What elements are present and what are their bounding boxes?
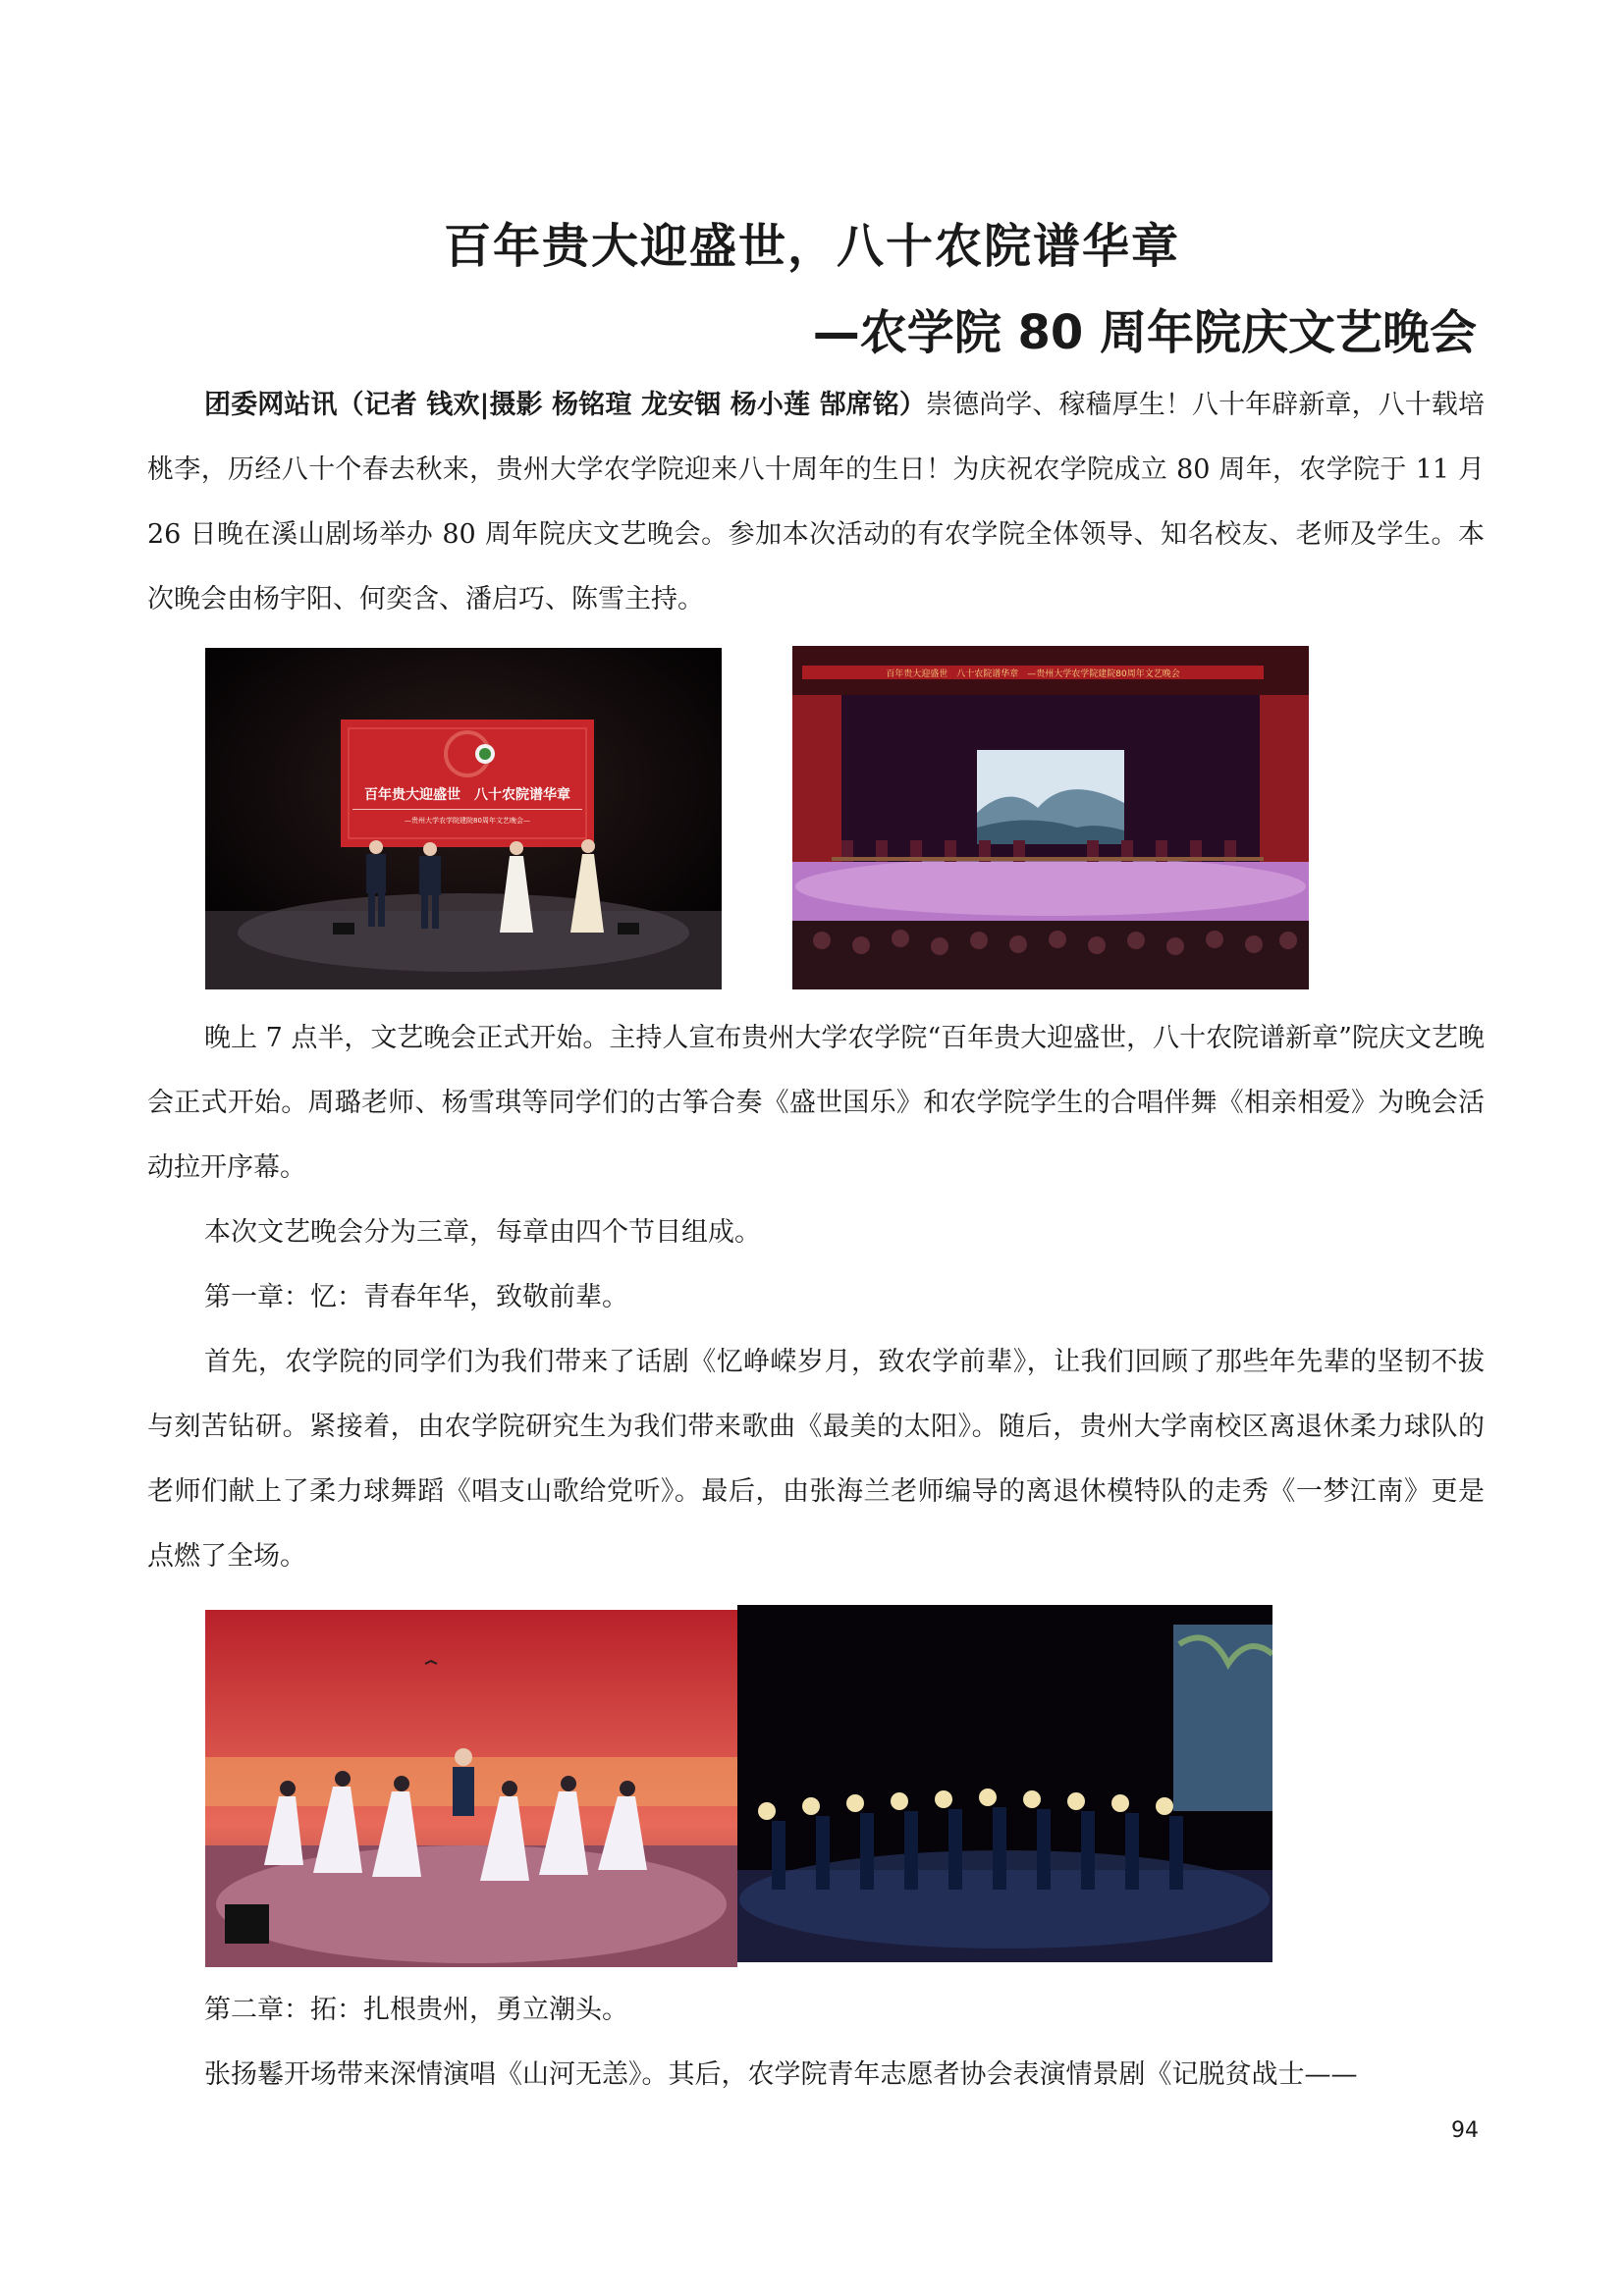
photo-guzheng-ensemble [792, 646, 1309, 989]
banner-text: 百年贵大迎盛世 八十农院谱华章 [364, 787, 570, 803]
article-title: 百年贵大迎盛世，八十农院谱华章 [443, 219, 1180, 274]
page-number: 94 [1451, 2118, 1479, 2143]
intro-paragraph [147, 373, 1485, 632]
chapter-one-heading: 第一章：忆：青春年华，致敬前辈。 [204, 1282, 628, 1312]
photo-white-dress-dance [205, 1610, 737, 1967]
photo-qipao-fan-dance [737, 1605, 1272, 1962]
paragraph-chapter-two: 张扬鬈开场带来深情演唱《山河无恙》。其后，农学院青年志愿者协会表演情景剧《记脱贫战士—— [204, 2059, 1358, 2090]
paragraph-opening: 晚上 7 点半，文艺晚会正式开始。主持人宣布贵州大学农学院“百年贵大迎盛世，八十农院谱新章”院庆文艺晚会正式开始。周璐老师、杨雪琪等同学们的古筝合奏《盛世国乐》和农学院学生的合唱伴舞《相亲相爱》为晚会活动拉开序幕。 [147, 1023, 1485, 1183]
byline: 团委网站讯（记者 钱欢|摄影 杨铭瑄 龙安铟 杨小莲 郜席铭） [204, 390, 926, 420]
paragraph-structure: 本次文艺晚会分为三章，每章由四个节目组成。 [204, 1217, 761, 1248]
photo-hosts-on-stage [205, 648, 722, 989]
chapter-two-heading: 第二章：拓：扎根贵州，勇立潮头。 [204, 1995, 628, 2025]
article-subtitle: —农学院 80 周年院庆文艺晚会 [812, 305, 1477, 360]
intro-text: 崇德尚学、稼穑厚生！八十年辟新章，八十载培桃李，历经八十个春去秋来，贵州大学农学院迎来八十周年的生日！为庆祝农学院成立 80 周年，农学院于 11 月 26 日晚在溪山剧场举办 80 周年院庆文艺晚会。参加本次活动的有农学院全体领导、知名校友、老师及学生。本次晚会由杨宇阳、何奕含、潘启巧、陈雪主持。 [147, 390, 1485, 614]
banner-text: 百年贵大迎盛世 八十农院谱华章 —贵州大学农学院建院80周年文艺晚会 [886, 669, 1180, 679]
banner-subtext: —贵州大学农学院建院80周年文艺晚会— [405, 817, 530, 825]
paragraph-chapter-one: 首先，农学院的同学们为我们带来了话剧《忆峥嵘岁月，致农学前辈》，让我们回顾了那些年先辈的坚韧不拔与刻苦钻研。紧接着，由农学院研究生为我们带来歌曲《最美的太阳》。随后，贵州大学南校区离退休柔力球队的老师们献上了柔力球舞蹈《唱支山歌给党听》。最后，由张海兰老师编导的离退休模特队的走秀《一梦江南》更是点燃了全场。 [147, 1347, 1485, 1572]
